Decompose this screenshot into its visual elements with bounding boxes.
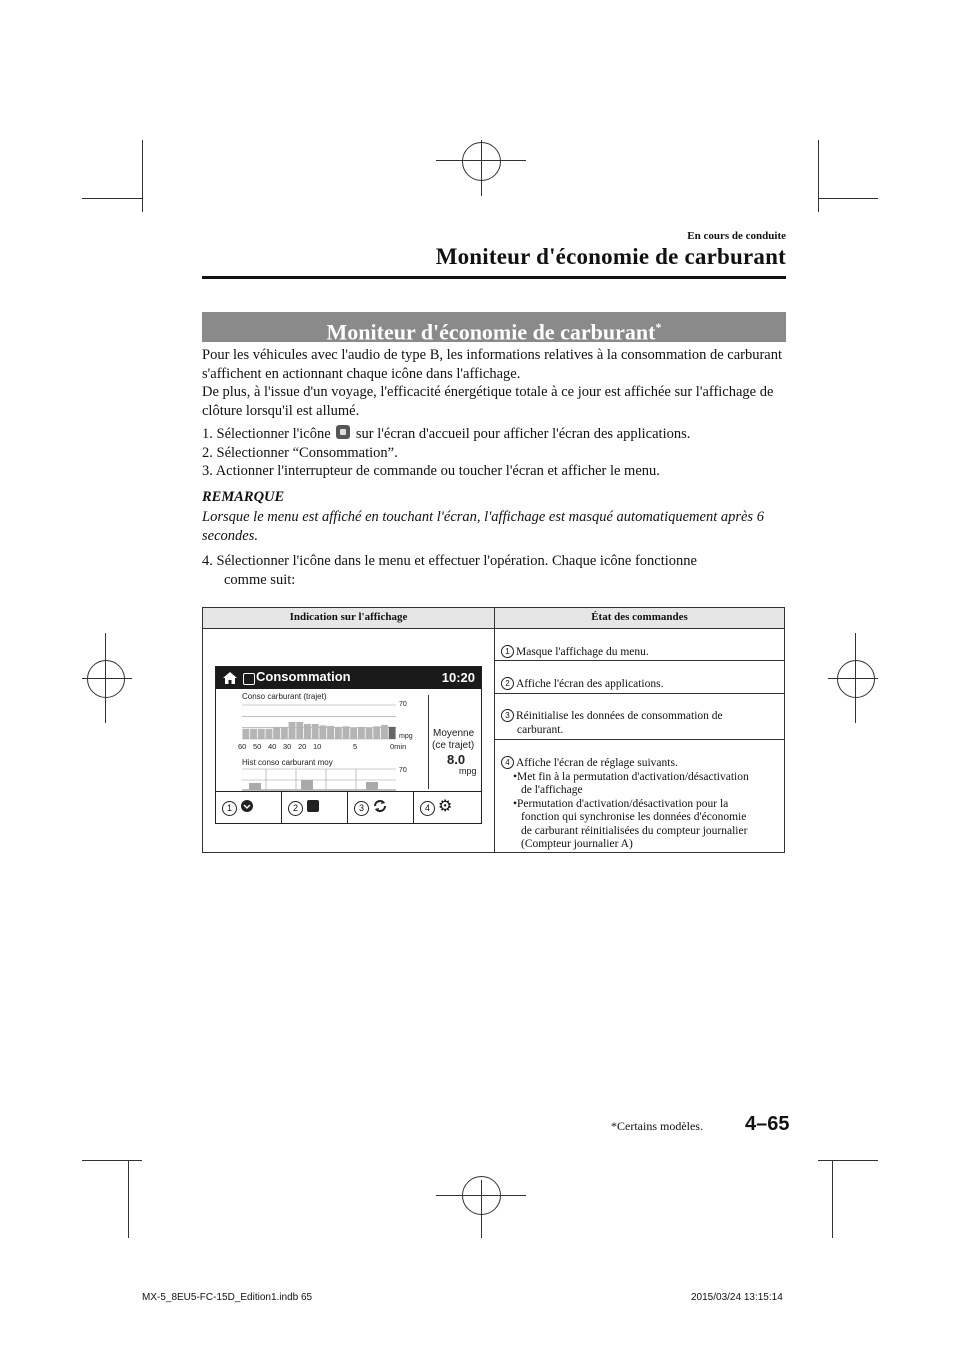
x-tick-label: 20 [298, 742, 307, 751]
row-separator [495, 693, 784, 694]
display-screen [215, 666, 482, 824]
page-number: 4–65 [745, 1113, 790, 1135]
average-divider [428, 695, 429, 789]
y-max-label: 70 [399, 701, 407, 708]
table-row: 4 Affiche l'écran de réglage suivants. •Met fin à la permutation d'activation/désactivation de l'affichage •Permutation d'activation/désactivation pour la fonction qui synchronise les données d'économie de carburant réinitialisées du compteur journalier (Compteur journalier A) [495, 756, 784, 852]
x-tick-label: 0min [390, 742, 407, 751]
history-chart-title: Hist conso carburant moy [242, 758, 333, 767]
x-tick-label: 10 [313, 742, 322, 751]
file-name: MX-5_8EU5-FC-15D_Edition1.indb 65 [142, 1292, 313, 1303]
y-unit-label: mpg [399, 733, 413, 740]
banner-footnote-mark: * [655, 320, 662, 334]
x-tick-label: 30 [283, 742, 292, 751]
banner-title: Moniteur d'économie de carburant [326, 319, 656, 345]
intro-text [202, 346, 792, 420]
step-3: 3. Actionner l'interrupteur de commande ou toucher l'écran et afficher le menu. [202, 463, 660, 479]
step-4: 4. Sélectionner l'icône dans le menu et effectuer l'opération. Chaque icône fonctionne comme suit: [202, 553, 697, 588]
crop-mark [142, 140, 143, 212]
applications-icon [307, 800, 319, 812]
x-tick-label: 5 [353, 742, 358, 751]
average-value: 8.0 [447, 752, 466, 767]
chevron-down-icon [241, 800, 253, 812]
note-text: Lorsque le menu est affiché en touchant l'écran, l'affichage est masqué automatiquement après 6 secondes. [202, 509, 764, 544]
clock: 10:20 [441, 670, 475, 685]
header-rule [202, 276, 786, 279]
screen-menu [216, 791, 481, 824]
x-tick-label: 40 [268, 742, 277, 751]
registration-mark [837, 660, 875, 698]
timestamp: 2015/03/24 13:15:14 [691, 1292, 783, 1303]
menu-settings-button[interactable]: 4 ⚙ [414, 792, 481, 824]
column-header-commands: État des commandes [591, 611, 688, 623]
crop-mark [82, 1160, 142, 1161]
history-y-max-label: 70 [399, 767, 407, 774]
crop-mark [82, 198, 142, 199]
crop-mark [128, 1160, 129, 1238]
registration-mark [462, 1176, 501, 1215]
menu-hide-button[interactable]: 1 [216, 792, 282, 824]
table-row: 3 Réinitialise les données de consommation de carburant. [495, 709, 784, 737]
gear-icon: ⚙ [438, 796, 453, 815]
applications-icon [336, 425, 350, 439]
registration-mark [462, 142, 501, 181]
crop-mark [818, 198, 878, 199]
row-separator [495, 739, 784, 740]
average-unit: mpg [459, 766, 477, 776]
average-label: Moyenne [433, 728, 475, 739]
x-tick-label: 50 [253, 742, 262, 751]
reset-icon [373, 799, 387, 813]
x-tick-label: 60 [238, 742, 247, 751]
page-title: Moniteur d'économie de carburant [435, 244, 786, 269]
table-row: 1 Masque l'affichage du menu. [495, 645, 784, 660]
crop-mark [832, 1160, 833, 1238]
section-label: En cours de conduite [687, 230, 786, 242]
chart-title: Conso carburant (trajet) [242, 692, 327, 701]
column-header-indication: Indication sur l'affichage [289, 611, 408, 623]
crop-mark [818, 1160, 878, 1161]
step-1: 1. Sélectionner l'icône sur l'écran d'accueil pour afficher l'écran des applications. [202, 426, 691, 442]
row-separator [495, 660, 784, 661]
intro-paragraph-2: De plus, à l'issue d'un voyage, l'efficacité énergétique totale à ce jour est affichée sur l'affichage de clôture lorsqu'il est allumé. [202, 384, 774, 419]
average-sublabel: (ce trajet) [432, 740, 475, 751]
menu-reset-button[interactable]: 3 [348, 792, 414, 824]
section-banner [202, 312, 786, 345]
registration-mark [87, 660, 125, 698]
menu-applications-button[interactable]: 2 [282, 792, 348, 824]
footnote: *Certains modèles. [611, 1119, 703, 1133]
intro-paragraph-1: Pour les véhicules avec l'audio de type B, les informations relatives à la consommation de carburant s'affichent en actionnant chaque icône dans l'affichage. [202, 347, 783, 382]
step-2: 2. Sélectionner “Consommation”. [202, 444, 398, 461]
crop-mark [818, 140, 819, 212]
steps-list [202, 425, 792, 481]
screen-title: Consommation [256, 669, 351, 684]
table-row: 2 Affiche l'écran des applications. [495, 677, 784, 692]
note-title: REMARQUE [202, 489, 285, 505]
